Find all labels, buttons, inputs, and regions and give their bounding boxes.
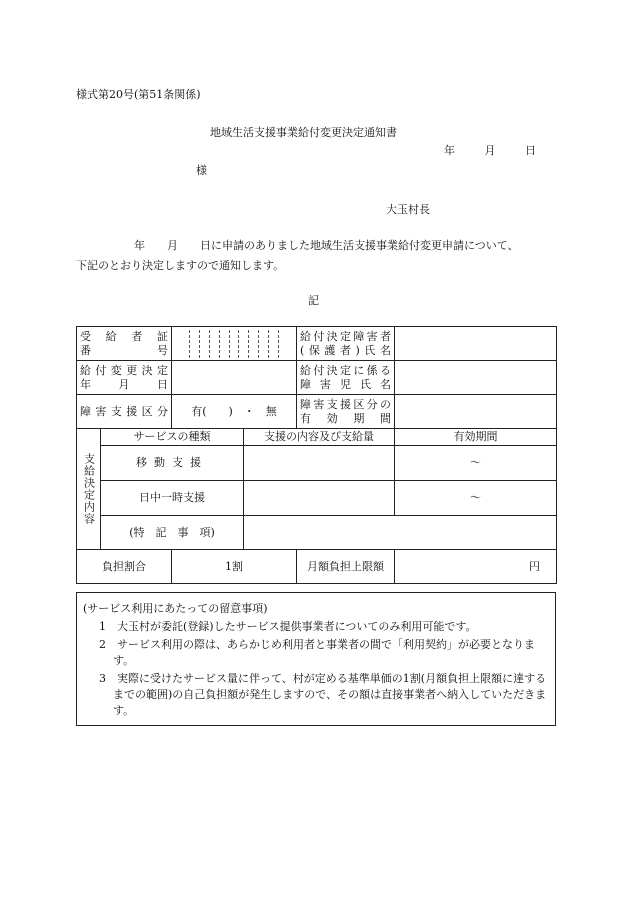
- date-year: 年: [444, 144, 455, 157]
- note-item: 1 大玉村が委託(登録)したサービス提供事業者についてのみ利用可能です。: [99, 620, 477, 633]
- child-name-label: [297, 361, 395, 395]
- service-mobility: 移動支援: [101, 446, 244, 481]
- monthly-cap-field[interactable]: 円: [395, 550, 557, 584]
- support-class-label: 障害支援区分: [77, 395, 172, 429]
- label-line: 障害支援区分の: [300, 397, 391, 411]
- mobility-period-field[interactable]: ～: [395, 446, 557, 481]
- col-support-content: 支援の内容及び支給量: [244, 429, 395, 446]
- date-day: 日: [525, 144, 536, 157]
- label-line: 有 効 期 間: [300, 411, 391, 425]
- label-line: (保護者)氏名: [300, 343, 391, 357]
- label-line: 給付決定障害者: [300, 329, 391, 343]
- burden-rate-label: 負担割合: [77, 550, 172, 584]
- issue-date: [444, 142, 536, 158]
- burden-rate-value: 1割: [172, 550, 297, 584]
- change-date-field[interactable]: [172, 361, 297, 395]
- class-period-field[interactable]: [395, 395, 557, 429]
- decision-table: [76, 326, 557, 584]
- ki-label: 記: [308, 294, 319, 307]
- label-line: 番 号: [80, 343, 168, 357]
- decision-content-label: 支給決定内容: [82, 453, 96, 525]
- form-number: 様式第20号(第51条関係): [76, 88, 201, 101]
- label-line: 給付変更決定: [80, 363, 168, 377]
- col-service-type: サービスの種類: [101, 429, 244, 446]
- body-line-2: 下記のとおり決定しますので通知します。: [76, 259, 285, 272]
- service-daytime: 日中一時支援: [101, 481, 244, 516]
- usage-notes: [76, 592, 556, 726]
- recipient-number-field[interactable]: [172, 327, 297, 361]
- label-line: 年 月 日: [80, 377, 168, 391]
- daytime-period-field[interactable]: ～: [395, 481, 557, 516]
- note-item: 3 実際に受けたサービス量に伴って、村が定める基準単価の1割(月額負担上限額に達するまでの範囲)の自己負担額が発生しますので、その額は直接事業者へ納入していただきます。: [99, 672, 547, 717]
- note-item: 2 サービス利用の際は、あらかじめ利用者と事業者の間で「利用契約」が必要となります。: [99, 638, 535, 667]
- addressee-suffix: 様: [196, 164, 207, 177]
- label-line: 受 給 者 証: [80, 329, 168, 343]
- col-valid-period: 有効期間: [395, 429, 557, 446]
- guardian-name-field[interactable]: [395, 327, 557, 361]
- body-text: [76, 236, 556, 276]
- class-period-label: [297, 395, 395, 429]
- issuer-name: 大玉村長: [386, 203, 430, 216]
- support-class-value[interactable]: 有( ) ・ 無: [172, 395, 297, 429]
- mobility-content-field[interactable]: [244, 446, 395, 481]
- body-line-1: 年 月 日に申請のありました地域生活支援事業給付変更申請について、: [134, 239, 519, 252]
- label-line: 障害児氏名: [300, 377, 391, 391]
- label-line: 給付決定に係る: [300, 363, 391, 377]
- monthly-cap-label: 月額負担上限額: [297, 550, 395, 584]
- notes-heading: (サービス利用にあたっての留意事項): [83, 602, 268, 615]
- recipient-number-label: [77, 327, 172, 361]
- special-notes-label: (特 記 事 項): [101, 516, 244, 550]
- daytime-content-field[interactable]: [244, 481, 395, 516]
- digit-boxes: [180, 330, 288, 358]
- side-label-cell: [77, 429, 101, 550]
- guardian-name-label: [297, 327, 395, 361]
- document-title: 地域生活支援事業給付変更決定通知書: [210, 126, 397, 139]
- child-name-field[interactable]: [395, 361, 557, 395]
- special-notes-field[interactable]: [244, 516, 557, 550]
- date-month: 月: [484, 144, 496, 157]
- change-date-label: [77, 361, 172, 395]
